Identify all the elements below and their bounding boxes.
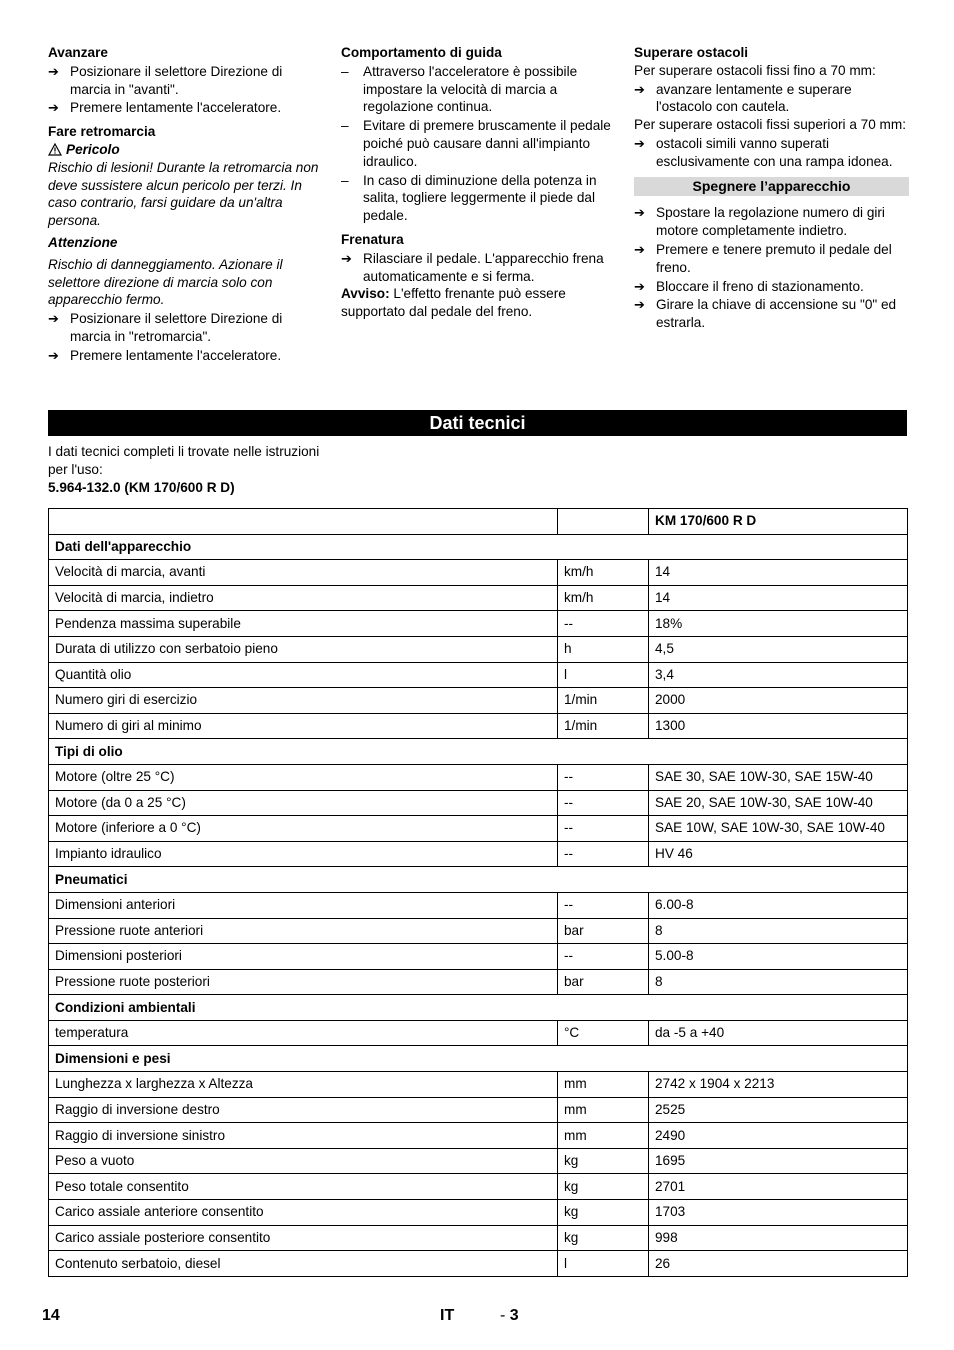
dash-item: – In caso di diminuzione della potenza in salita, togliere leggermente il piede dal pedale. (341, 172, 597, 224)
table-row: Carico assiale anteriore consentito kg 1703 (49, 1200, 908, 1226)
table-group-row: Tipi di olio (49, 739, 908, 765)
step-item: ➔ Premere lentamente l'acceleratore. (48, 100, 282, 116)
table-row: Peso totale consentito kg 2701 (49, 1174, 908, 1200)
table-row: Motore (inferiore a 0 °C) -- SAE 10W, SAE 10W-30, SAE 10W-40 (49, 816, 908, 842)
table-row: Contenuto serbatoio, diesel l 26 (49, 1251, 908, 1277)
arrow-right-icon: ➔ (48, 347, 59, 363)
column-middle (341, 44, 615, 321)
table-row: Lunghezza x larghezza x Altezza mm 2742 x 1904 x 2213 (49, 1072, 908, 1098)
arrow-right-icon: ➔ (341, 250, 352, 266)
arrow-right-icon: ➔ (48, 100, 59, 116)
arrow-right-icon: ➔ (634, 135, 645, 151)
step-item: ➔ Spostare la regolazione numero di giri motore completamente indietro. (634, 205, 885, 239)
model-line: 5.964-132.0 (KM 170/600 R D) (48, 479, 235, 495)
arrow-right-icon: ➔ (634, 205, 645, 221)
table-group-row: Pneumatici (49, 867, 908, 893)
page-number: 14 (42, 1307, 60, 1324)
spec-table (48, 508, 908, 1277)
heading-frenatura: Frenatura (341, 231, 404, 247)
language-code: IT (440, 1307, 455, 1324)
model-header: KM 170/600 R D (649, 509, 908, 535)
danger-label: Pericolo (48, 141, 323, 159)
arrow-right-icon: ➔ (634, 278, 645, 294)
table-row: Motore (da 0 a 25 °C) -- SAE 20, SAE 10W-30, SAE 10W-40 (49, 790, 908, 816)
caution-text: Rischio di danneggiamento. Azionare il selettore direzione di marcia solo con apparecchio fermo. (48, 256, 283, 308)
step-item: ➔ Bloccare il freno di stazionamento. (634, 278, 864, 294)
table-row: Motore (oltre 25 °C) -- SAE 30, SAE 10W-30, SAE 15W-40 (49, 764, 908, 790)
tech-intro: I dati tecnici completi li trovate nelle istruzioni per l'uso: 5.964-132.0 (KM 170/600 R D) (48, 443, 323, 496)
table-header-row (49, 509, 908, 535)
heading-retromarcia: Fare retromarcia (48, 124, 156, 140)
column-left (48, 44, 323, 365)
table-row: Raggio di inversione sinistro mm 2490 (49, 1123, 908, 1149)
table-group-row: Condizioni ambientali (49, 995, 908, 1021)
arrow-right-icon: ➔ (48, 311, 59, 327)
table-group-row: Dimensioni e pesi (49, 1046, 908, 1072)
heading-avanzare: Avanzare (48, 45, 108, 60)
table-row: Pressione ruote anteriori bar 8 (49, 918, 908, 944)
table-row: Velocità di marcia, avanti km/h 14 (49, 560, 908, 586)
table-row: Impianto idraulico -- HV 46 (49, 841, 908, 867)
ostacoli-intro-2: Per superare ostacoli fissi superiori a 70 mm: (634, 117, 906, 133)
arrow-right-icon: ➔ (634, 297, 645, 313)
ostacoli-intro-1: Per superare ostacoli fissi fino a 70 mm: (634, 62, 876, 78)
section-title-dati-tecnici: Dati tecnici (48, 410, 907, 436)
heading-guida: Comportamento di guida (341, 45, 502, 60)
table-row: Carico assiale posteriore consentito kg 998 (49, 1225, 908, 1251)
step-item: ➔ Posizionare il selettore Direzione di marcia in "avanti". (48, 63, 283, 97)
table-row: Dimensioni posteriori -- 5.00-8 (49, 944, 908, 970)
column-right (634, 44, 909, 332)
danger-text: Rischio di lesioni! Durante la retromarcia non deve sussistere alcun pericolo per terzi. In caso contrario, farsi guidare da un'altra persona. (48, 159, 319, 229)
warning-triangle-icon (48, 143, 62, 156)
step-item: ➔ Premere e tenere premuto il pedale del freno. (634, 241, 892, 275)
table-row: Velocità di marcia, indietro km/h 14 (49, 585, 908, 611)
arrow-right-icon: ➔ (48, 63, 59, 79)
dash-item: – Evitare di premere bruscamente il pedale poiché può causare danni all'impianto idraulico. (341, 118, 611, 169)
table-row: Peso a vuoto kg 1695 (49, 1148, 908, 1174)
table-row: Numero di giri al minimo 1/min 1300 (49, 713, 908, 739)
table-row: Raggio di inversione destro mm 2525 (49, 1097, 908, 1123)
table-row: temperatura °C da -5 a +40 (49, 1020, 908, 1046)
step-item: ➔ Girare la chiave di accensione su "0" ed estrarla. (634, 297, 897, 331)
step-item: ➔ Rilasciare il pedale. L'apparecchio frena automaticamente e si ferma. (341, 250, 604, 284)
table-row: Pressione ruote posteriori bar 8 (49, 969, 908, 995)
table-row: Numero giri di esercizio 1/min 2000 (49, 688, 908, 714)
table-row: Dimensioni anteriori -- 6.00-8 (49, 892, 908, 918)
table-row: Pendenza massima superabile -- 18% (49, 611, 908, 637)
step-item: ➔ Premere lentamente l'acceleratore. (48, 347, 282, 363)
step-item: ➔ avanzare lentamente e superare l'ostacolo con cautela. (634, 81, 852, 115)
dash-item: – Attraverso l'acceleratore è possibile impostare la velocità di marcia a regolazione continua. (341, 63, 578, 115)
arrow-right-icon: ➔ (634, 81, 645, 97)
sub-page: - 3 (500, 1307, 519, 1324)
arrow-right-icon: ➔ (634, 241, 645, 257)
caution-label: Attenzione (48, 234, 118, 250)
note: Avviso: L'effetto frenante può essere supportato dal pedale del freno. (341, 286, 566, 320)
table-row: Quantità olio l 3,4 (49, 662, 908, 688)
heading-ostacoli: Superare ostacoli (634, 45, 749, 60)
table-group-row: Dati dell'apparecchio (49, 534, 908, 560)
heading-spegnere: Spegnere l’apparecchio (634, 177, 909, 197)
table-row: Durata di utilizzo con serbatoio pieno h 4,5 (49, 636, 908, 662)
step-item: ➔ Posizionare il selettore Direzione di marcia in "retromarcia". (48, 311, 283, 344)
step-item: ➔ ostacoli simili vanno superati esclusivamente con una rampa idonea. (634, 135, 893, 169)
